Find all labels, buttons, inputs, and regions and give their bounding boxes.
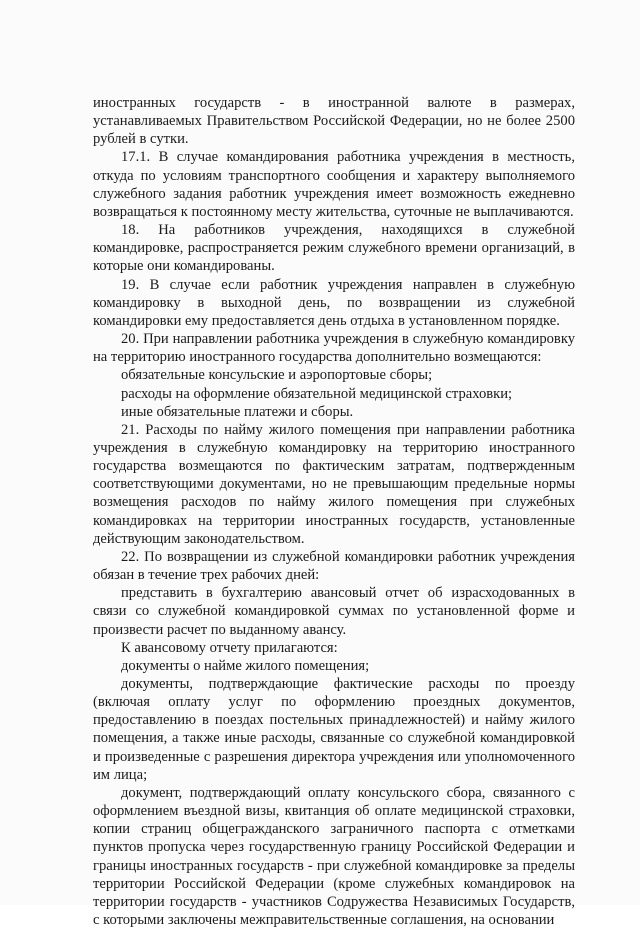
paragraph: 17.1. В случае командирования работника учреждения в местность, откуда по условиям транспортного сообщения и характеру выполняемого служебного задания работник учреждения имеет возможность ежедневно возвращаться к постоянному месту жительства, суточные не выплачиваются.: [93, 149, 575, 220]
paragraph: 19. В случае если работник учреждения направлен в служебную командировку в выходной день, по возвращении из служебной командировки ему предоставляется день отдыха в установленном порядке.: [93, 276, 575, 329]
paragraph: иностранных государств - в иностранной валюте в размерах, устанавливаемых Правительством Российской Федерации, но не более 2500 рублей в сутки.: [93, 95, 575, 148]
paragraph: документ, подтверждающий оплату консульского сбора, связанного с оформлением въездной визы, квитанция об оплате медицинской страховки, копии страниц общегражданского заграничного паспорта с отметками пунктов пропуска через государственную границу Российской Федерации и границы иностранных государств - при служебной командировке за пределы территории Российской Федерации (кроме служебных командировок на территории государств - участников Содружества Независимых Государств, с которыми заключены межправительственные соглашения, на основании: [93, 784, 575, 929]
paragraph: иные обязательные платежи и сборы.: [121, 403, 354, 420]
paragraph: обязательные консульские и аэропортовые сборы;: [121, 367, 433, 384]
paragraph: расходы на оформление обязательной медицинской страховки;: [121, 385, 513, 402]
paragraph: 20. При направлении работника учреждения в служебную командировку на территорию иностранного государства дополнительно возмещаются:: [93, 331, 575, 366]
paragraph: 18. На работников учреждения, находящихся в служебной командировке, распространяется режим служебного времени организаций, в которые они командированы.: [93, 222, 575, 275]
paragraph: документы о найме жилого помещения;: [121, 657, 370, 674]
paragraph: документы, подтверждающие фактические расходы по проезду (включая оплату услуг по оформлению проездных документов, предоставлению в поездах постельных принадлежностей) и найму жилого помещения, а также иные расходы, связанные со служебной командировкой и произведенные с разрешения директора учреждения или уполномоченного им лица;: [93, 676, 575, 783]
document-body: [93, 94, 575, 929]
paragraph: К авансовому отчету прилагаются:: [121, 639, 338, 656]
paragraph: 22. По возвращении из служебной командировки работник учреждения обязан в течение трех рабочих дней:: [93, 548, 575, 584]
paragraph: представить в бухгалтерию авансовый отчет об израсходованных в связи со служебной командировкой суммах по установленной форме и произвести расчет по выданному авансу.: [93, 585, 575, 638]
paragraph: 21. Расходы по найму жилого помещения при направлении работника учреждения в служебную командировку на территорию иностранного государства возмещаются по фактическим затратам, подтвержденным соответствующими документами, но не превышающим предельные нормы возмещения расходов по найму жилого помещения при служебных командировках на территории иностранных государств, установленные действующим законодательством.: [93, 421, 575, 547]
